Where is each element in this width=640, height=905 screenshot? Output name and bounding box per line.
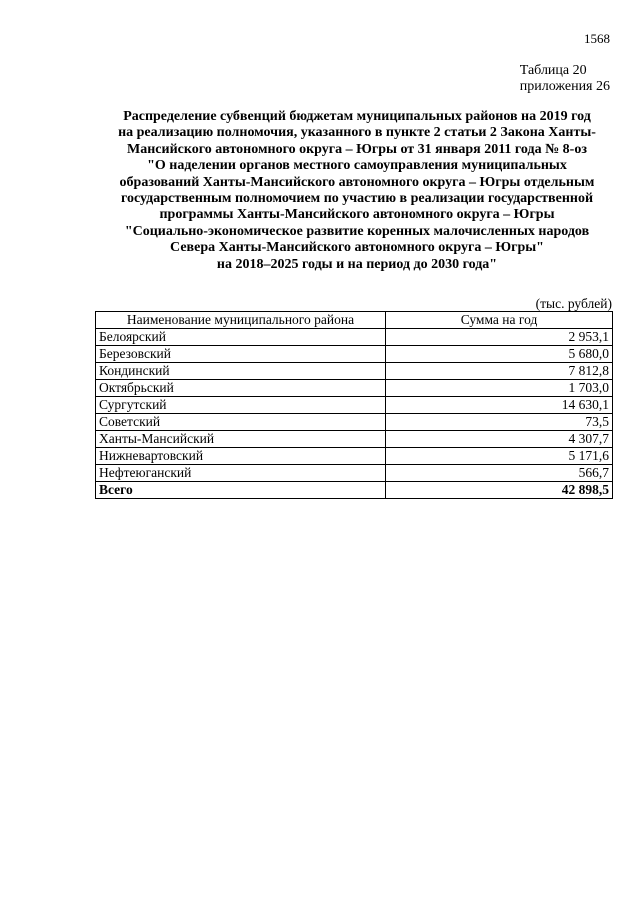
title-line: государственным полномочием по участию в реализации государственной xyxy=(120,191,594,207)
district-name: Октябрьский xyxy=(96,380,386,397)
title-line: образований Ханты-Мансийского автономного округа – Югры отдельным xyxy=(119,174,595,190)
table-row xyxy=(96,448,613,465)
amount-value: 5 680,0 xyxy=(386,346,613,363)
table-row xyxy=(96,380,613,397)
district-name: Советский xyxy=(96,414,386,431)
total-label: Всего xyxy=(96,482,386,499)
appendix-table-label: Таблица 20 xyxy=(519,63,587,78)
title-line: Севера Ханты-Мансийского автономного округа – Югры" xyxy=(170,240,544,256)
table-total-row xyxy=(96,482,613,499)
title-line: на 2018–2025 годы и на период до 2030 года" xyxy=(216,256,498,272)
district-name: Нижневартовский xyxy=(96,448,386,465)
title-line: "О наделении органов местного самоуправления муниципальных xyxy=(147,158,567,174)
amount-value: 1 703,0 xyxy=(386,380,613,397)
table-header-row xyxy=(96,312,613,329)
appendix-reference xyxy=(520,63,610,95)
district-name: Сургутский xyxy=(96,397,386,414)
page-number: 1568 xyxy=(584,31,610,46)
column-header-district: Наименование муниципального района xyxy=(96,312,386,329)
title-line: Мансийского автономного округа – Югры от 31 января 2011 года № 8-оз xyxy=(127,141,587,157)
title-line: программы Ханты-Мансийского автономного округа – Югры xyxy=(159,207,555,223)
table-row xyxy=(96,329,613,346)
title-line: на реализацию полномочия, указанного в пункте 2 статьи 2 Закона Ханты- xyxy=(118,125,596,141)
table-row xyxy=(96,346,613,363)
appendix-annex-label: приложения 26 xyxy=(519,79,610,94)
amount-value: 5 171,6 xyxy=(386,448,613,465)
amount-value: 4 307,7 xyxy=(386,431,613,448)
district-name: Нефтеюганский xyxy=(96,465,386,482)
column-header-amount: Сумма на год xyxy=(386,312,613,329)
amount-value: 73,5 xyxy=(386,414,613,431)
amount-value: 14 630,1 xyxy=(386,397,613,414)
district-name: Березовский xyxy=(96,346,386,363)
district-name: Кондинский xyxy=(96,363,386,380)
table-row xyxy=(96,363,613,380)
subsidy-table xyxy=(95,311,613,499)
district-name: Ханты-Мансийский xyxy=(96,431,386,448)
title-line: Распределение субвенций бюджетам муниципальных районов на 2019 год xyxy=(123,109,591,124)
table-row xyxy=(96,414,613,431)
document-title xyxy=(97,109,617,273)
table-row xyxy=(96,465,613,482)
table-row xyxy=(96,397,613,414)
amount-value: 566,7 xyxy=(386,465,613,482)
amount-value: 2 953,1 xyxy=(386,329,613,346)
total-value: 42 898,5 xyxy=(386,482,613,499)
table-row xyxy=(96,431,613,448)
title-line: "Социально-экономическое развитие коренных малочисленных народов xyxy=(124,223,590,239)
amount-value: 7 812,8 xyxy=(386,363,613,380)
district-name: Белоярский xyxy=(96,329,386,346)
units-label: (тыс. рублей) xyxy=(535,296,612,311)
